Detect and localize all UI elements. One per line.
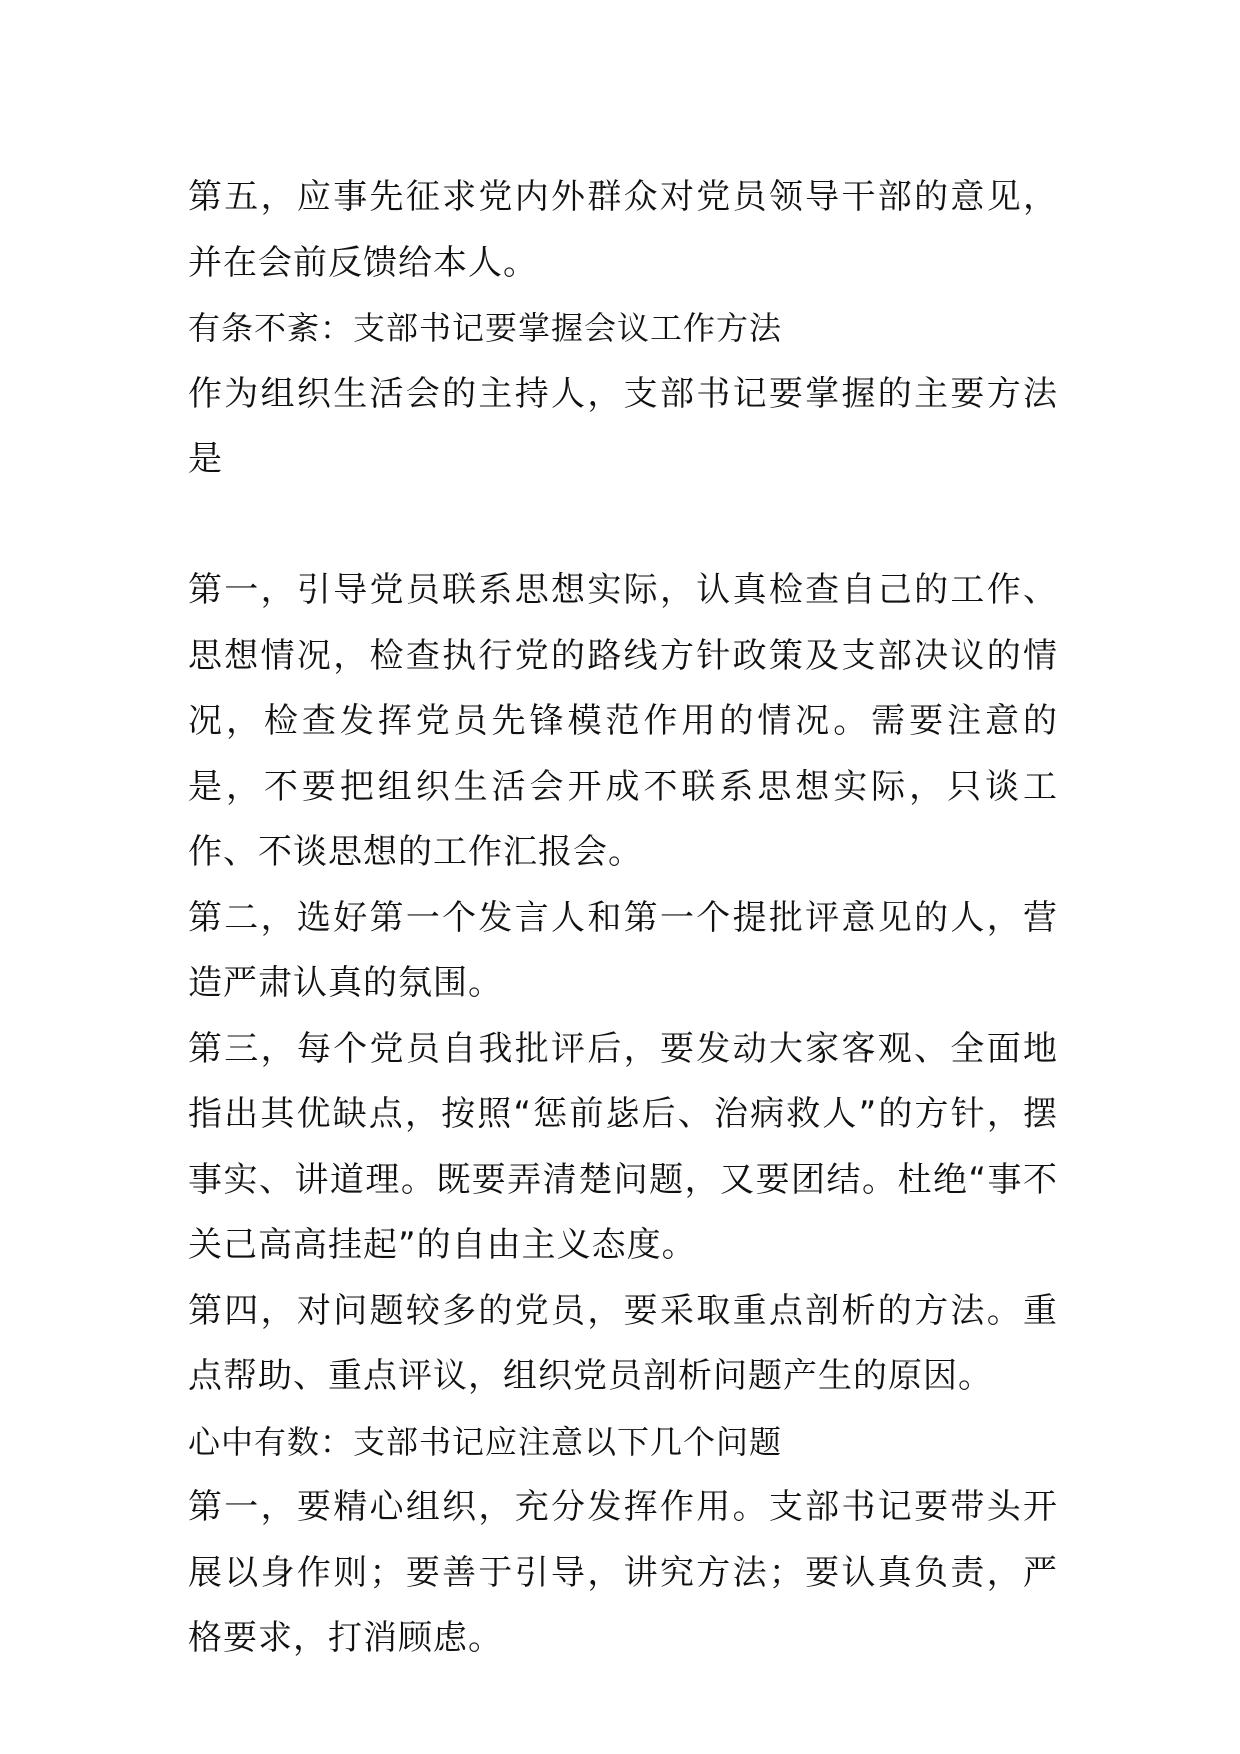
blank-line [188, 493, 1058, 559]
paragraph-method-fourth: 第四，对问题较多的党员，要采取重点剖析的方法。重点帮助、重点评议，组织党员剖析问题产生的原因。 [188, 1290, 1058, 1396]
section-heading-meeting-methods: 有条不紊：支部书记要掌握会议工作方法 [188, 309, 783, 347]
paragraph-method-second: 第二，选好第一个发言人和第一个提批评意见的人，营造严肃认真的氛围。 [188, 897, 1058, 1003]
paragraph-method-first: 第一，引导党员联系思想实际，认真检查自己的工作、思想情况，检查执行党的路线方针政策及支部决议的情况，检查发挥党员先锋模范作用的情况。需要注意的是，不要把组织生活会开成不联系思想实际，只谈工作、不谈思想的工作汇报会。 [188, 570, 1058, 872]
paragraph-method-third: 第三，每个党员自我批评后，要发动大家客观、全面地指出其优缺点，按照“惩前毖后、治病救人”的方针，摆事实、讲道理。既要弄清楚问题，又要团结。杜绝“事不关己高高挂起”的自由主义态度。 [188, 1028, 1058, 1265]
section-heading-issues: 心中有数：支部书记应注意以下几个问题 [188, 1422, 783, 1461]
document-body [188, 165, 1058, 1672]
paragraph-issue-first: 第一，要精心组织，充分发挥作用。支部书记要带头开展以身作则；要善于引导，讲究方法；要认真负责，严格要求，打消顾虑。 [188, 1487, 1058, 1658]
paragraph-methods-intro: 作为组织生活会的主持人，支部书记要掌握的主要方法是 [188, 373, 1058, 479]
paragraph-fifth-point: 第五，应事先征求党内外群众对党员领导干部的意见，并在会前反馈给本人。 [188, 177, 1058, 283]
